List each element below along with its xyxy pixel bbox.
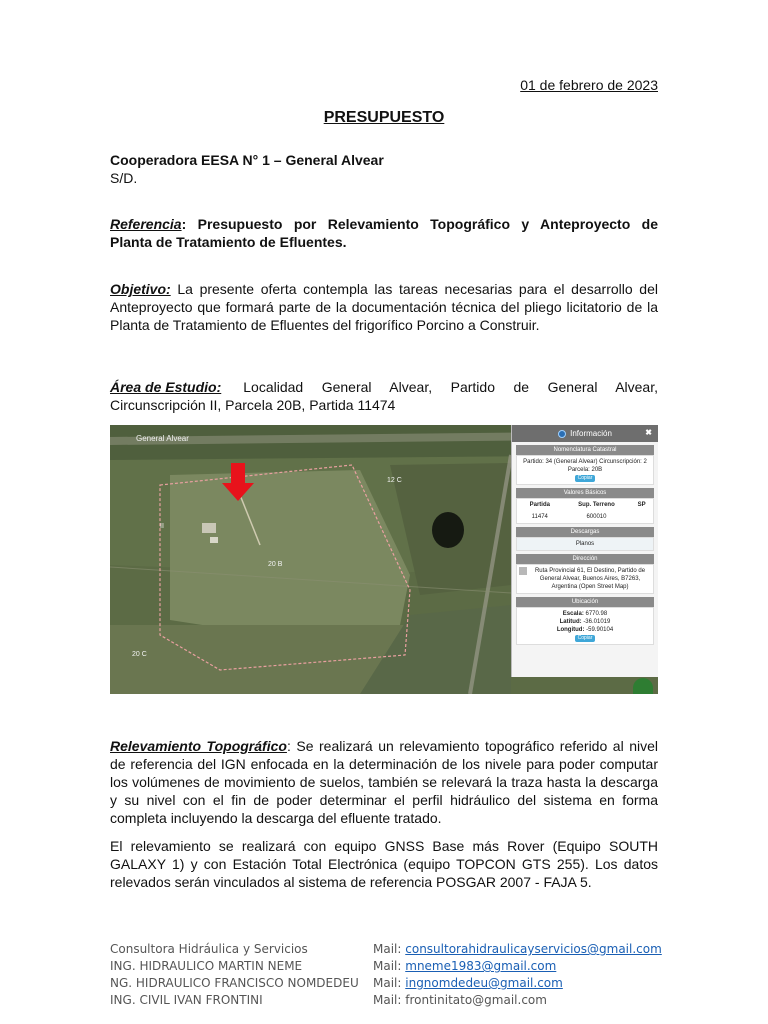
valores-header: Valores Básicos: [516, 488, 654, 498]
map-logo-icon: [633, 678, 653, 694]
info-panel-title: Información: [570, 429, 612, 438]
map-label-12c: 12 C: [387, 477, 402, 484]
info-icon: [558, 430, 566, 438]
objetivo-text: La presente oferta contempla las tareas necesarias para el desarrollo del Anteproyecto que formará parte de la documentación técnica del pliego licitatorio de la Planta de Tratamiento de Efluentes del frigorífico Porcino a Construir.: [110, 281, 658, 333]
referencia-label: Referencia: [110, 216, 182, 232]
valores-partida: 11474: [531, 514, 548, 520]
footer-company: Consultora Hidráulica y Servicios: [110, 942, 308, 956]
recipient-block: [110, 151, 658, 187]
footer-person-2: NG. HIDRAULICO FRANCISCO NOMDEDEU: [110, 976, 359, 990]
footer-mails: [373, 941, 662, 1009]
mail-label: Mail:: [373, 993, 402, 1007]
area-estudio-text-2: Circunscripción II, Parcela 20B, Partida 11474: [110, 397, 396, 413]
document-title: PRESUPUESTO: [323, 109, 445, 126]
map-label-ii: II: [160, 523, 164, 530]
info-panel-header: [512, 425, 658, 442]
objetivo-paragraph: [110, 280, 658, 334]
nomenclatura-line-2: Parcela: 20B: [567, 467, 603, 473]
valores-table: [519, 499, 651, 523]
copy-ubicacion-button[interactable]: Copiar: [575, 635, 596, 642]
referencia-text-1: : Presupuesto por Relevamiento Topográfico y Anteproyecto de: [181, 216, 658, 232]
direccion-header: Dirección: [516, 554, 654, 564]
mail-label: Mail:: [373, 976, 402, 990]
longitud-label: Longitud:: [556, 627, 585, 633]
escala-label: Escala:: [562, 611, 584, 617]
area-estudio-line-1: [110, 378, 658, 396]
mail-link-company[interactable]: consultorahidraulicayservicios@gmail.com: [405, 942, 662, 956]
referencia-block: [110, 215, 658, 251]
mail-link-nomdedeu[interactable]: ingnomdedeu@gmail.com: [405, 976, 563, 990]
latitud-label: Latitud:: [559, 619, 582, 625]
mail-label: Mail:: [373, 942, 402, 956]
relevamiento-paragraph-2: El relevamiento se realizará con equipo GNSS Base más Rover (Equipo SOUTH GALAXY 1) y con Estación Total Electrónica (equipo TOPCON GTS 255). Los datos relevados serán vinculados al sistema de referencia POSGAR 2007 - FAJA 5.: [110, 838, 658, 890]
document-date: 01 de febrero de 2023: [520, 77, 658, 93]
valores-sup: 600010: [586, 514, 607, 520]
mail-frontini: frontinitato@gmail.com: [405, 993, 547, 1007]
footer-person-3: ING. CIVIL IVAN FRONTINI: [110, 993, 263, 1007]
map-label-20c: 20 C: [132, 651, 147, 658]
valores-col-sup: Sup. Terreno: [578, 502, 615, 508]
satellite-map: [110, 425, 658, 694]
relevamiento-paragraph: [110, 737, 658, 827]
footer-contacts: [110, 941, 359, 1009]
nomenclatura-header: Nomenclatura Catastral: [516, 445, 654, 455]
ubicacion-header: Ubicación: [516, 597, 654, 607]
valores-col-sp: SP: [637, 502, 646, 508]
mail-label: Mail:: [373, 959, 402, 973]
referencia-text-2: Planta de Tratamiento de Efluentes.: [110, 234, 347, 250]
latitud-value: -36.01019: [583, 619, 611, 625]
map-pin-icon: [519, 567, 527, 575]
nomenclatura-line-1: Partido: 34 (General Alvear) Circunscripción: 2: [523, 459, 647, 465]
descargas-planos-link[interactable]: Planos: [575, 541, 595, 547]
map-label-20b: 20 B: [268, 561, 283, 568]
area-estudio-text-1: Localidad General Alvear, Partido de General Alvear,: [243, 379, 658, 395]
descargas-section: [516, 527, 654, 551]
objetivo-label: Objetivo:: [110, 281, 171, 297]
close-icon[interactable]: ✖: [645, 428, 652, 437]
escala-value: 6770.98: [585, 611, 608, 617]
valores-section: [516, 488, 654, 524]
area-estudio-label: Área de Estudio:: [110, 379, 222, 395]
valores-col-partida: Partida: [529, 502, 550, 508]
direccion-section: [516, 554, 654, 594]
info-panel: [511, 425, 658, 677]
recipient-sd: S/D.: [110, 170, 138, 186]
relevamiento-text: : Se realizará un relevamiento topográfico referido al nivel de referencia del IGN enfocada en la determinación de los nivele para poder computar los volúmenes de movimiento de suelos, también se relevará la traza hasta la descarga y su nivel con el fin de poder determinar el perfil hidráulico del sistema en forma completa incluyendo la descarga del efluente tratado.: [110, 738, 658, 826]
nomenclatura-section: [516, 445, 654, 485]
copy-nomenclatura-button[interactable]: Copiar: [575, 475, 596, 482]
recipient-name: Cooperadora EESA N° 1 – General Alvear: [110, 152, 384, 168]
map-label-town: General Alvear: [136, 434, 189, 443]
descargas-header: Descargas: [516, 527, 654, 537]
direccion-text: Ruta Provincial 61, El Destino, Partido de General Alvear, Buenos Aires, B7263, Argentina (Open Street Map): [534, 568, 646, 590]
ubicacion-section: [516, 597, 654, 645]
area-estudio-block: [110, 378, 658, 414]
footer-person-1: ING. HIDRAULICO MARTIN NEME: [110, 959, 303, 973]
mail-link-neme[interactable]: mneme1983@gmail.com: [405, 959, 557, 973]
longitud-value: -59.90104: [586, 627, 614, 633]
valores-sp: [632, 511, 651, 523]
relevamiento-label: Relevamiento Topográfico: [110, 738, 287, 754]
